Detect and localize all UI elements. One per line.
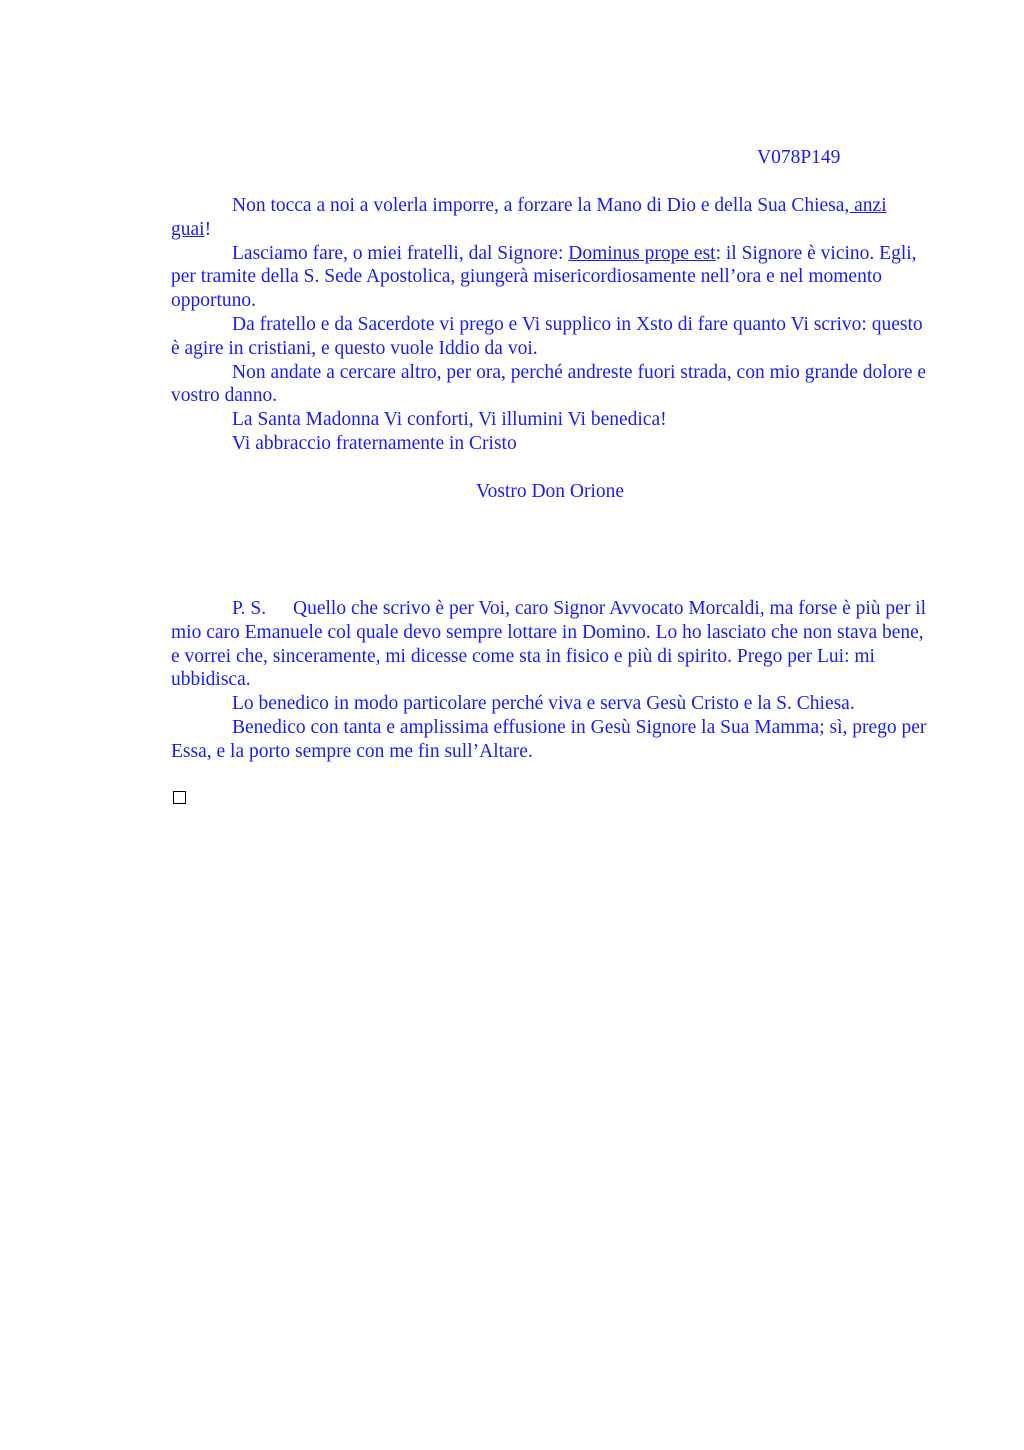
letter-body (171, 194, 931, 456)
paragraph-5: La Santa Madonna Vi conforti, Vi illumini Vi benedica! (232, 409, 667, 431)
postscript-paragraph-3: Benedico con tanta e amplissima effusione in Gesù Signore la Sua Mamma; sì, prego per Essa, e la porto sempre con me fin sull’Altare. (171, 716, 927, 762)
page-code: V078P149 (757, 147, 841, 168)
paragraph-6: Vi abbraccio fraternamente in Cristo (232, 432, 517, 454)
paragraph-1-text: Non tocca a noi a volerla imporre, a forzare la Mano di Dio e della Sua Chiesa (232, 195, 845, 216)
postscript (171, 597, 931, 764)
postscript-paragraph-2: Lo benedico in modo particolare perché viva e serva Gesù Cristo e la S. Chiesa. (232, 693, 855, 715)
end-of-text-square-icon (173, 791, 186, 804)
paragraph-4: Non andate a cercare altro, per ora, perché andreste fuori strada, con mio grande dolore e vostro danno. (171, 361, 927, 407)
paragraph-2-text-end: : il Signore è vicino. Egli, per tramite della S. Sede Apostolica, giungerà misericordiosamente nell’ora e nel momento opportuno. (171, 242, 917, 312)
paragraph-1-exclamation: ! (204, 218, 212, 240)
paragraph-3: Da fratello e da Sacerdote vi prego e Vi supplico in Xsto di fare quanto Vi scrivo: questo è agire in cristiani, e questo vuole Iddio da voi. (171, 313, 923, 359)
postscript-paragraph-1 (171, 597, 931, 692)
postscript-paragraph-1-text: Quello che scrivo è per Voi, caro Signor Avvocato Morcaldi, ma forse è più per il mio caro Emanuele col quale devo sempre lottare in Domino. Lo ho lasciato che non stava bene, e vorrei che, sinceramente, mi dicesse come sta in fisico e più di spirito. Prego per Lui: mi ubbidisca. (171, 598, 927, 691)
underlined-anzi-guai: , anzi guai (171, 195, 887, 240)
signature: Vostro Don Orione (476, 481, 625, 502)
postscript-label: P. S. (232, 598, 267, 619)
paragraph-1 (171, 194, 931, 242)
underlined-dominus-prope-est: Dominus prope est (568, 242, 716, 264)
paragraph-2-text-start: Lasciamo fare, o miei fratelli, dal Signore: (232, 242, 569, 264)
paragraph-2 (171, 242, 931, 313)
